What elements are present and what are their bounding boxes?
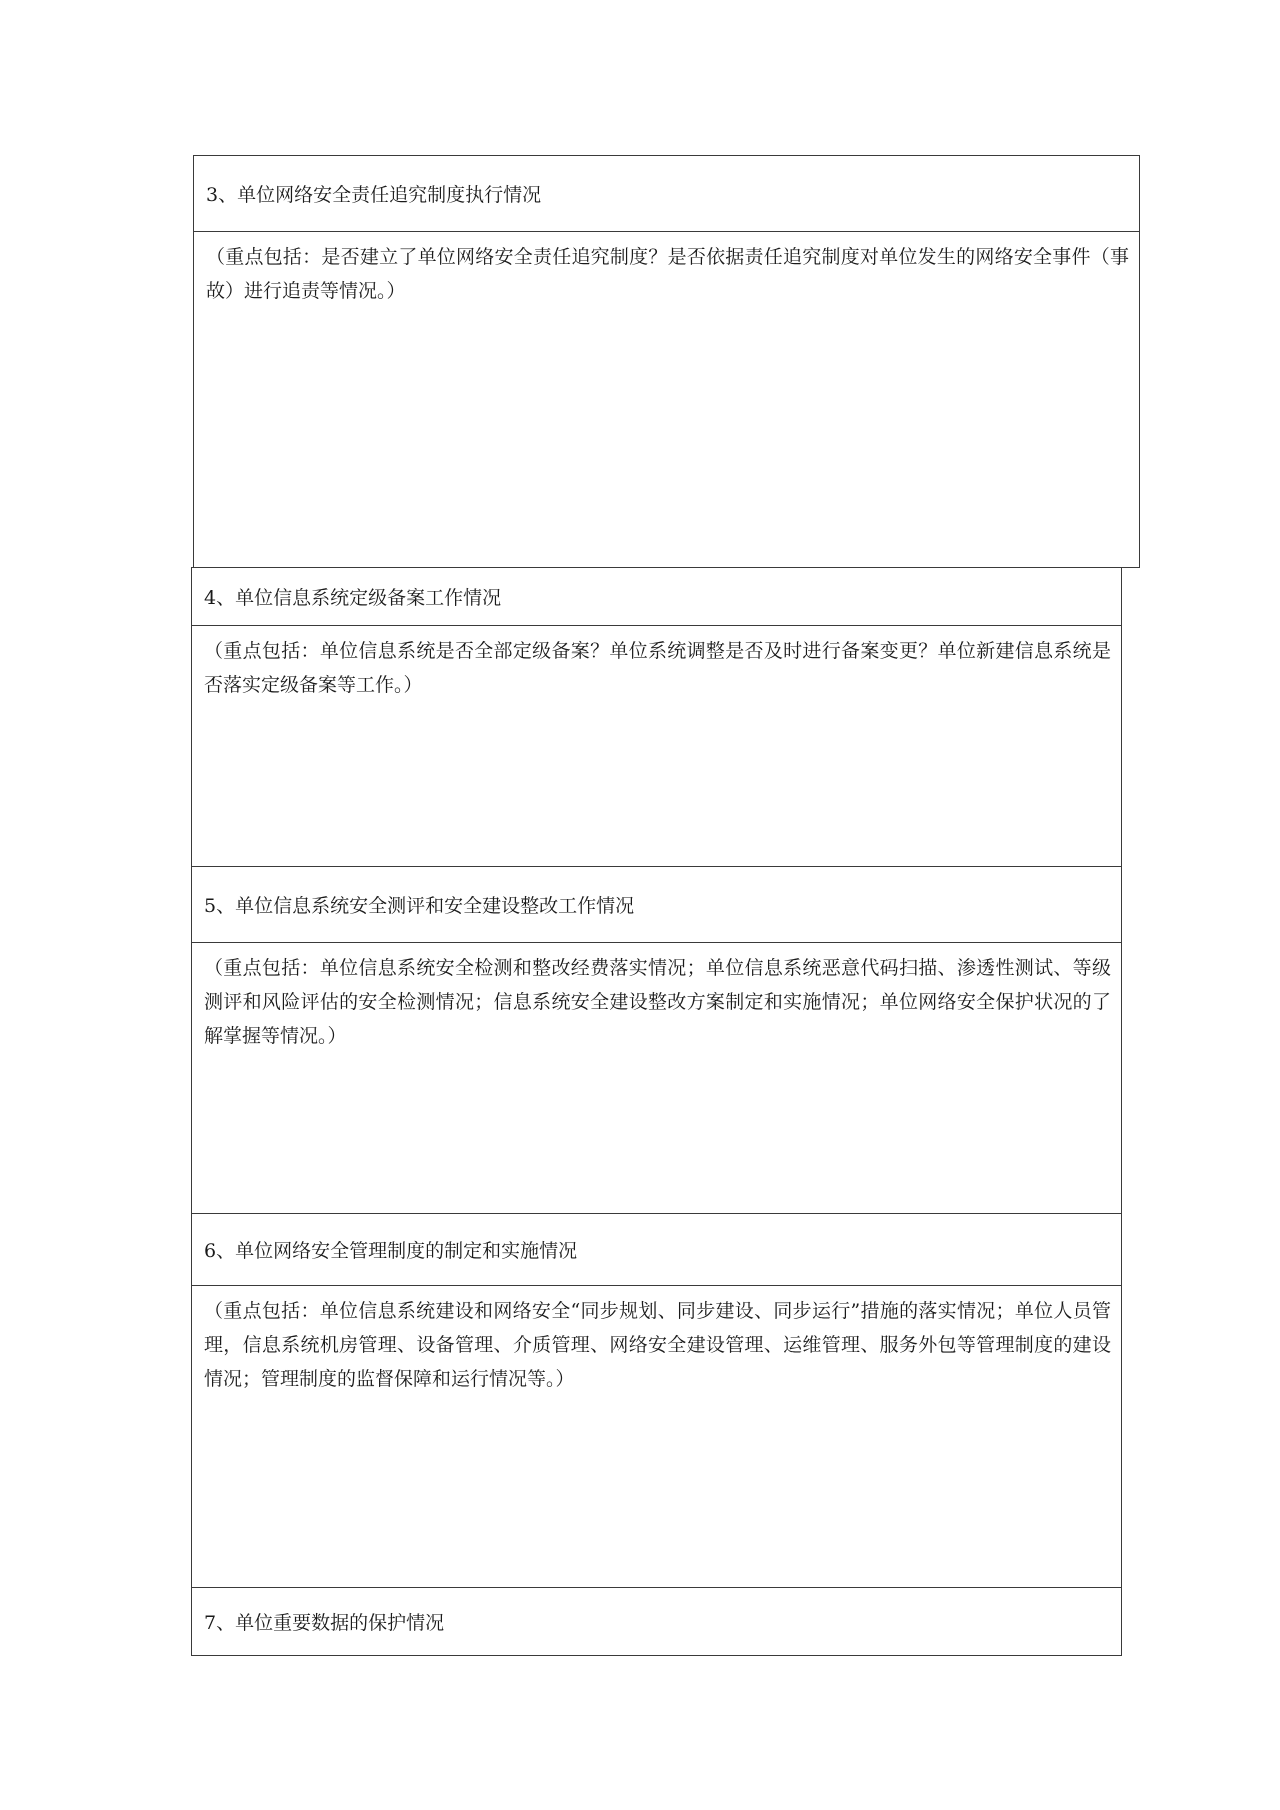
section-7-title-text: 7、单位重要数据的保护情况 bbox=[204, 1612, 445, 1634]
section-5-body bbox=[192, 943, 1121, 1214]
section-4-title bbox=[192, 568, 1121, 626]
section-6-body bbox=[192, 1286, 1121, 1588]
section-6-title-text: 6、单位网络安全管理制度的制定和实施情况 bbox=[204, 1240, 578, 1262]
sections-4-7-box bbox=[191, 567, 1122, 1656]
section-4-title-text: 4、单位信息系统定级备案工作情况 bbox=[204, 587, 502, 609]
section-3-body bbox=[194, 232, 1139, 567]
section-5-note: （重点包括：单位信息系统安全检测和整改经费落实情况；单位信息系统恶意代码扫描、渗透性测试、等级测评和风险评估的安全检测情况；信息系统安全建设整改方案制定和实施情况；单位网络安全保护状况的了解掌握等情况。） bbox=[204, 957, 1111, 1047]
section-6-note: （重点包括：单位信息系统建设和网络安全“同步规划、同步建设、同步运行”措施的落实情况；单位人员管理，信息系统机房管理、设备管理、介质管理、网络安全建设管理、运维管理、服务外包等管理制度的建设情况；管理制度的监督保障和运行情况等。） bbox=[204, 1300, 1111, 1390]
section-4-body bbox=[192, 626, 1121, 867]
section-6-title bbox=[192, 1214, 1121, 1286]
section-5-title-text: 5、单位信息系统安全测评和安全建设整改工作情况 bbox=[204, 895, 635, 917]
section-5-title bbox=[192, 867, 1121, 943]
section-3-box bbox=[193, 155, 1140, 568]
section-7-title bbox=[192, 1588, 1121, 1655]
section-4-note: （重点包括：单位信息系统是否全部定级备案？单位系统调整是否及时进行备案变更？单位新建信息系统是否落实定级备案等工作。） bbox=[204, 640, 1111, 696]
section-3-title bbox=[194, 156, 1139, 232]
section-3-note: （重点包括：是否建立了单位网络安全责任追究制度？是否依据责任追究制度对单位发生的网络安全事件（事故）进行追责等情况。） bbox=[206, 246, 1129, 302]
section-3-title-text: 3、单位网络安全责任追究制度执行情况 bbox=[206, 184, 542, 206]
